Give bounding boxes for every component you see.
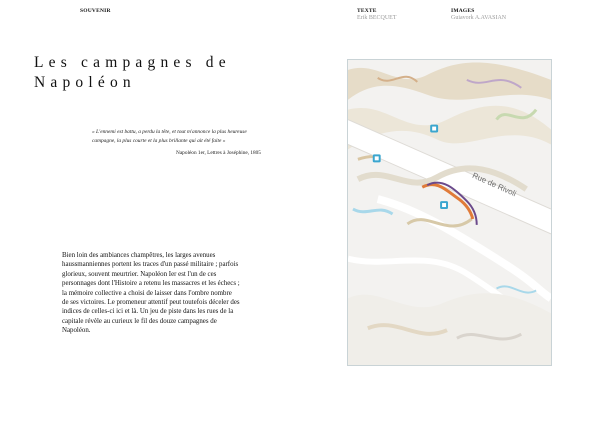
- header-souvenir: [80, 8, 111, 14]
- article-body: Bien loin des ambiances champêtres, les larges avenues haussmanniennes portent les traces d'un passé militaire ; parfois glorieux, souvent meurtrier. Napoléon Ier est l'un de ces personnages dont l'Histoire a retenu les massacres et les échecs ; la mémoire collective a choisi de laisser dans l'ombre nombre de ses victoires. Le promeneur attentif peut toutefois déceler des indices de celles-ci ici et là. Un jeu de piste dans les rues de la capitale révèle au curieux le fil des douze campagnes de Napoléon.: [62, 252, 240, 335]
- metro-icon: [430, 125, 438, 133]
- street-label: Rue de Rivoli: [470, 170, 518, 199]
- metro-icon: [440, 201, 448, 209]
- epigraph-attribution: Napoléon 1er, Lettres à Joséphine, 1805: [176, 150, 261, 156]
- map-svg: [348, 60, 551, 365]
- header-images: [451, 8, 506, 21]
- article-title: [34, 53, 231, 93]
- header-texte: [357, 8, 397, 21]
- stylized-map: [347, 59, 552, 366]
- epigraph-quote: « L'ennemi est battu, a perdu la tête, et tout m'annonce la plus heureuse campagne, la plus courte et la plus brillante qui ait été faite »: [92, 129, 247, 144]
- title-line-1: Les campagnes de: [34, 54, 231, 71]
- title-line-2: Napoléon: [34, 74, 136, 91]
- texte-author: Erik BECQUET: [357, 15, 397, 21]
- metro-icon: [373, 154, 381, 162]
- terrain-swirl: [348, 293, 551, 365]
- texte-label: TEXTE: [357, 8, 377, 14]
- souvenir-label: SOUVENIR: [80, 8, 111, 14]
- images-label: IMAGES: [451, 8, 475, 14]
- images-author: Guiavork A.AVASIAN: [451, 15, 507, 21]
